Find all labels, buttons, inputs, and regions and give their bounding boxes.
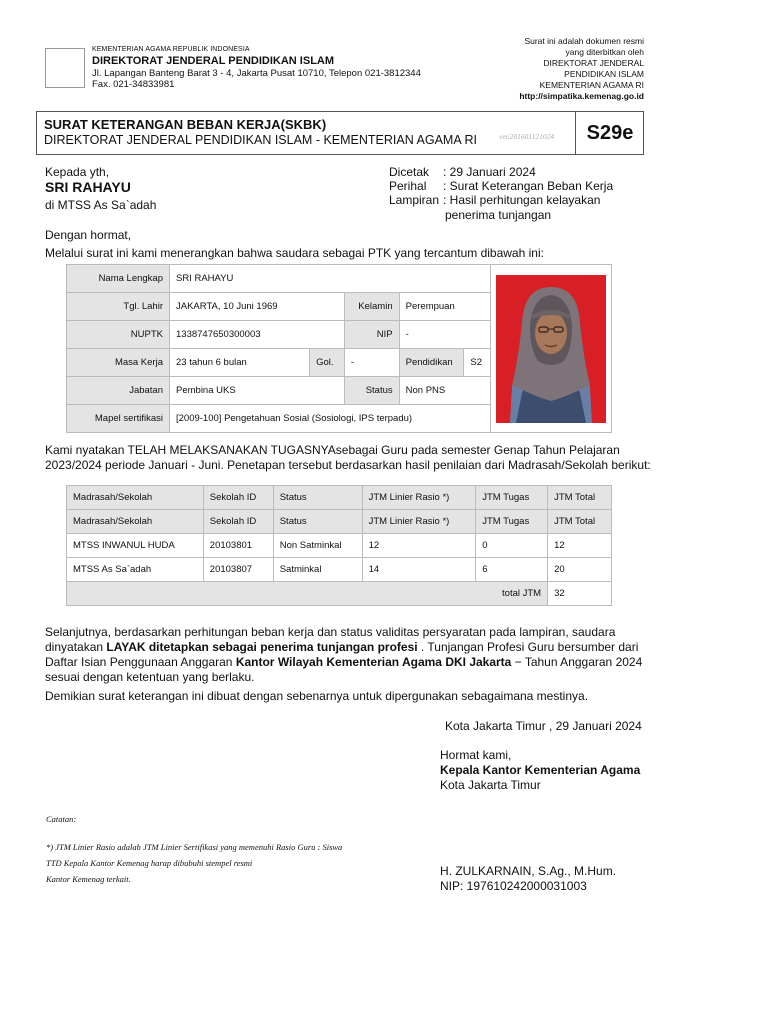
note-office: Kantor Kemenag terkait. <box>46 874 131 884</box>
status-value: Non PNS <box>399 377 491 405</box>
closing-text: Demikian surat keterangan ini dibuat dengan sebenarnya untuk dipergunakan sebagaimana mestinya. <box>45 689 589 703</box>
sex-value: Perempuan <box>399 293 491 321</box>
budget-prefix: Daftar Isian Penggunaan Anggaran <box>45 655 236 669</box>
form-code: S29e <box>575 112 644 154</box>
jtm-header-cell: Status <box>273 510 362 534</box>
printed-label: Dicetak <box>389 165 430 179</box>
regards-text: Hormat kami, <box>440 748 512 762</box>
jtm-linear: 14 <box>362 558 476 582</box>
jtm-task: 6 <box>476 558 548 582</box>
photo-cell <box>491 265 612 433</box>
decision-line1: Selanjutnya, berdasarkan perhitungan beban kerja dan status validitas persyaratan pada lampiran, saudara <box>45 625 616 639</box>
decision-paragraph <box>45 625 735 685</box>
address-line: Jl. Lapangan Banteng Barat 3 - 4, Jakarta Pusat 10710, Telepon 021-3812344 <box>92 68 421 79</box>
note-line: Surat ini adalah dokumen resmi <box>524 36 644 46</box>
meta-attachment <box>389 193 600 207</box>
school-id: 20103801 <box>203 534 273 558</box>
intro-text: Melalui surat ini kami menerangkan bahwa saudara sebagai PTK yang tercantum dibawah ini: <box>45 246 544 260</box>
status-label: Status <box>344 377 399 405</box>
nip-value: - <box>399 321 491 349</box>
school-status: Non Satminkal <box>273 534 362 558</box>
jtm-header-cell: JTM Tugas <box>476 510 548 534</box>
jtm-header-cell: Madrasah/Sekolah <box>67 510 204 534</box>
work-value: 23 tahun 6 bulan <box>170 349 310 377</box>
place-date: Kota Jakarta Timur , 29 Januari 2024 <box>445 719 642 733</box>
signer-nip: NIP: 197610242000031003 <box>440 879 587 893</box>
jtm-header-cell: JTM Linier Rasio *) <box>362 486 476 510</box>
jtm-header-row <box>67 510 612 534</box>
recipient-place: di MTSS As Sa`adah <box>45 198 157 212</box>
job-value: Pembina UKS <box>170 377 345 405</box>
signer-position: Kepala Kantor Kementerian Agama <box>440 763 641 777</box>
ministry-name: KEMENTERIAN AGAMA REPUBLIK INDONESIA <box>92 46 250 53</box>
regional-office-name: Kantor Wilayah Kementerian Agama DKI Jakarta <box>235 655 512 669</box>
dob-value: JAKARTA, 10 Juni 1969 <box>170 293 345 321</box>
nuptk-value: 1338747650300003 <box>170 321 345 349</box>
directorate-name: DIREKTORAT JENDERAL PENDIDIKAN ISLAM <box>92 55 335 67</box>
mapel-label: Mapel sertifikasi <box>67 405 170 433</box>
subject-label: Perihal <box>389 179 427 193</box>
name-label: Nama Lengkap <box>67 265 170 293</box>
document-title-box <box>36 111 644 155</box>
fax-line: Fax. 021-34833981 <box>92 79 175 90</box>
recipient-name: SRI RAHAYU <box>45 179 131 195</box>
signer-name: H. ZULKARNAIN, S.Ag., M.Hum. <box>440 864 617 878</box>
attachment-label: Lampiran <box>389 193 440 207</box>
name-value: SRI RAHAYU <box>170 265 491 293</box>
statement-line2: 2023/2024 periode Januari - Juni. Penetapan tersebut berdasarkan hasil penilaian dari Madrasah/Sekolah berikut: <box>45 458 651 472</box>
greeting: Dengan hormat, <box>45 228 132 242</box>
jtm-header-cell: Sekolah ID <box>203 486 273 510</box>
eligibility-statement: LAYAK ditetapkan sebagai penerima tunjangan profesi <box>106 640 418 654</box>
ptk-table <box>66 264 612 433</box>
note-line: DIREKTORAT JENDERAL <box>543 58 644 68</box>
meta-subject <box>389 179 613 193</box>
subject-value: : Surat Keterangan Beban Kerja <box>443 179 614 193</box>
mapel-value: [2009-100] Pengetahuan Sosial (Sosiologi, IPS terpadu) <box>170 405 491 433</box>
decision-line2-text: dinyatakan <box>45 640 107 654</box>
dob-label: Tgl. Lahir <box>67 293 170 321</box>
total-jtm-label: total JTM <box>67 582 548 606</box>
jtm-header-cell: JTM Linier Rasio *) <box>362 510 476 534</box>
document-title: SURAT KETERANGAN BEBAN KERJA(SKBK) <box>44 117 327 132</box>
signer-office: Kota Jakarta Timur <box>440 778 541 792</box>
jtm-task: 0 <box>476 534 548 558</box>
printed-value: : 29 Januari 2024 <box>443 165 536 179</box>
jtm-total: 12 <box>548 534 612 558</box>
decision-line4: sesuai dengan ketentuan yang berlaku. <box>45 670 255 684</box>
school-id: 20103807 <box>203 558 273 582</box>
total-jtm-value: 32 <box>548 582 612 606</box>
decision-line3 <box>45 655 735 670</box>
simpatika-url: http://simpatika.kemenag.go.id <box>519 91 644 101</box>
note-stamp: TTD Kepala Kantor Kemenag harap dibubuhi stempel resmi <box>46 858 253 868</box>
school-name: MTSS As Sa`adah <box>67 558 204 582</box>
jtm-header-cell: JTM Total <box>548 510 612 534</box>
ministry-logo <box>45 48 85 88</box>
notes-title: Catatan: <box>46 814 77 824</box>
note-jtm: *) JTM Linier Rasio adalah JTM Linier Sertifikasi yang memenuhi Rasio Guru : Siswa <box>46 842 343 852</box>
teacher-photo <box>496 275 606 423</box>
school-status: Satminkal <box>273 558 362 582</box>
nuptk-label: NUPTK <box>67 321 170 349</box>
version-label: ver.201601121024 <box>499 132 555 141</box>
note-line: KEMENTERIAN AGAMA RI <box>539 80 644 90</box>
document-subtitle: DIREKTORAT JENDERAL PENDIDIKAN ISLAM - KEMENTERIAN AGAMA RI <box>44 133 477 147</box>
signature-block <box>440 748 640 793</box>
jtm-header-cell: JTM Total <box>548 486 612 510</box>
school-name: MTSS INWANUL HUDA <box>67 534 204 558</box>
meta-printed <box>389 165 536 179</box>
jtm-linear: 12 <box>362 534 476 558</box>
note-line: yang diterbitkan oleh <box>565 47 644 57</box>
teacher-portrait-image <box>496 275 606 423</box>
jtm-header-cell: Status <box>273 486 362 510</box>
recipient-to: Kepada yth, <box>45 165 110 179</box>
note-line: PENDIDIKAN ISLAM <box>564 69 644 79</box>
jtm-total: 20 <box>548 558 612 582</box>
header-address <box>92 68 421 90</box>
decision-line2 <box>45 640 735 655</box>
official-document-note <box>519 36 644 102</box>
nip-label: NIP <box>344 321 399 349</box>
jtm-table <box>66 485 612 606</box>
gol-value: - <box>344 349 399 377</box>
sex-label: Kelamin <box>344 293 399 321</box>
edu-value: S2 <box>464 349 491 377</box>
jtm-total-row <box>67 582 612 606</box>
signer-details <box>440 864 616 894</box>
statement-line1: Kami nyatakan TELAH MELAKSANAKAN TUGASNYAsebagai Guru pada semester Genap Tahun Pelajaran <box>45 443 620 457</box>
jtm-header-cell: JTM Tugas <box>476 486 548 510</box>
work-label: Masa Kerja <box>67 349 170 377</box>
notes-block <box>46 839 342 887</box>
decision-line2-tail: . Tunjangan Profesi Guru bersumber dari <box>417 640 639 654</box>
jtm-header-cell: Madrasah/Sekolah <box>67 486 204 510</box>
job-label: Jabatan <box>67 377 170 405</box>
table-row <box>67 558 612 582</box>
jtm-header-cell: Sekolah ID <box>203 510 273 534</box>
jtm-header-row <box>67 486 612 510</box>
attachment-value: : Hasil perhitungan kelayakan <box>443 193 601 207</box>
budget-year: − Tahun Anggaran 2024 <box>511 655 643 669</box>
edu-label: Pendidikan <box>399 349 464 377</box>
table-row <box>67 534 612 558</box>
gol-label: Gol. <box>310 349 345 377</box>
attachment-value-cont: penerima tunjangan <box>445 208 552 222</box>
